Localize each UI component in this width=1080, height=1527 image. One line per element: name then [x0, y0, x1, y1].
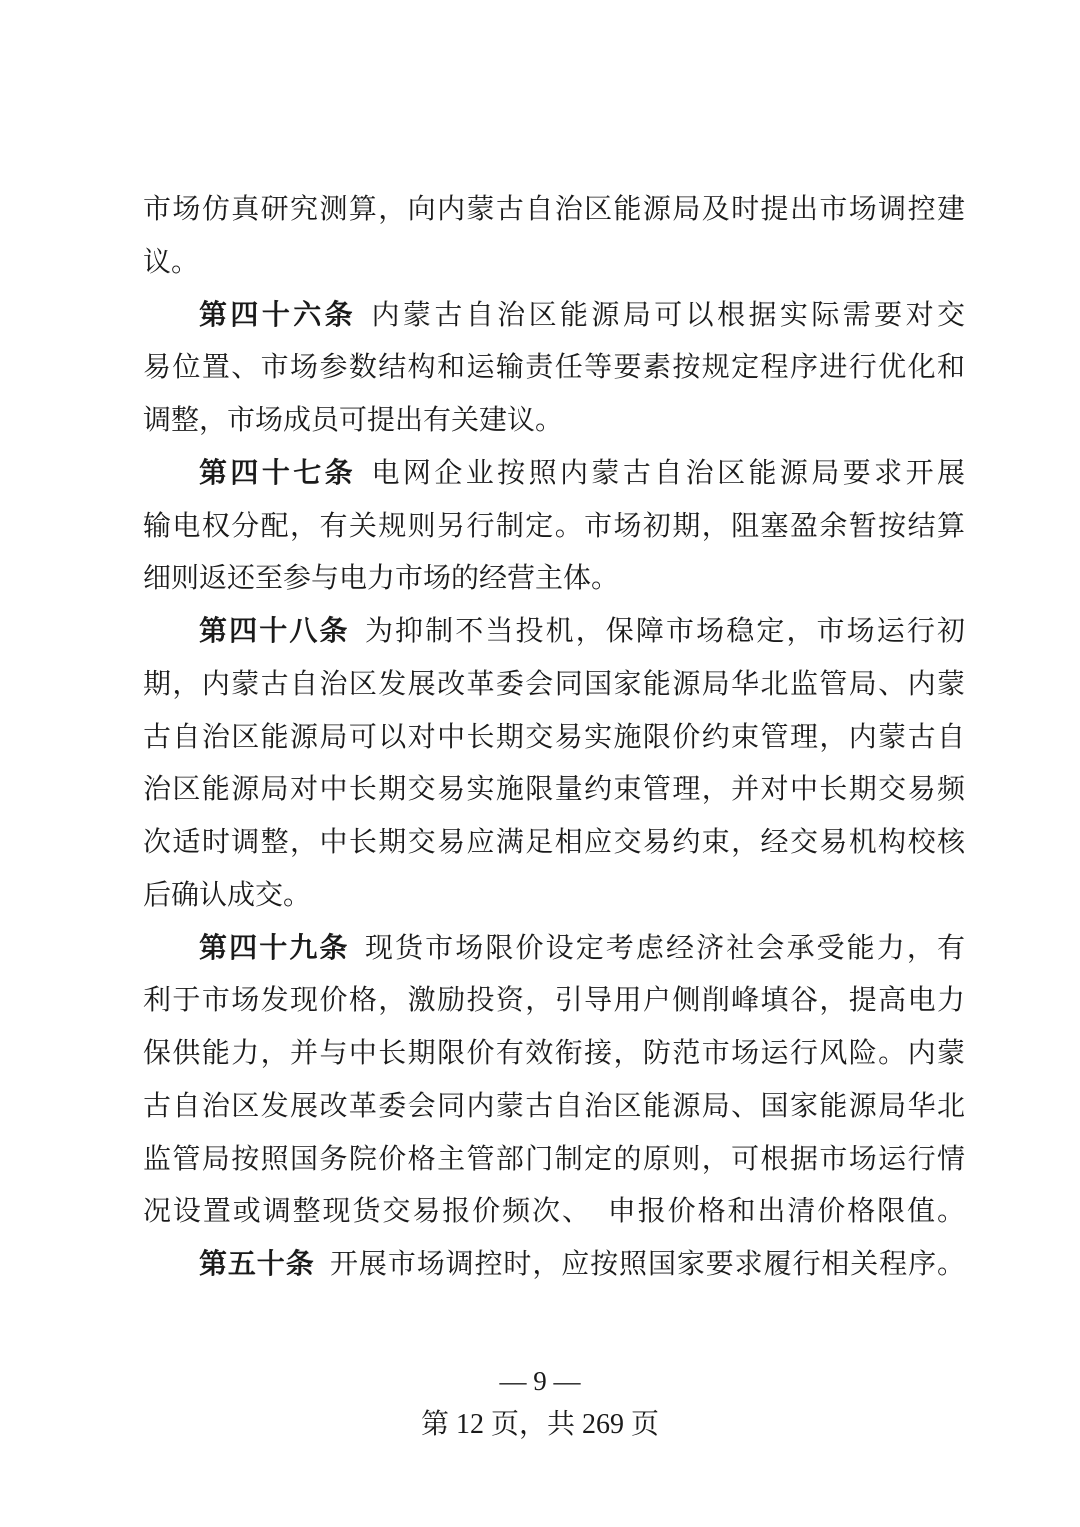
body-text: 次适时调整，中长期交易应满足相应交易约束，经交易机构校核	[143, 827, 965, 858]
article-number-label: 第五十条	[199, 1249, 315, 1280]
page-number: — 9 —	[499, 1366, 581, 1396]
article-number-label: 第四十六条	[199, 299, 357, 331]
text-line-article-46	[143, 290, 965, 343]
text-line	[143, 1081, 965, 1134]
text-line	[143, 237, 965, 290]
text-line	[143, 975, 965, 1028]
body-text: 后确认成交。	[143, 879, 312, 911]
body-text: 议。	[143, 246, 200, 278]
article-number-label: 第四十八条	[199, 616, 350, 647]
body-text: 易位置、市场参数结构和运输责任等要素按规定程序进行优化和	[143, 352, 965, 384]
text-line	[143, 184, 965, 237]
body-text: 为抑制不当投机，保障市场稳定，市场运行初	[364, 616, 965, 647]
text-line	[143, 1028, 965, 1081]
body-text: 输电权分配，有关规则另行制定。市场初期，阻塞盈余暂按结算	[143, 510, 965, 542]
body-text: 开展市场调控时，应按照国家要求履行相关程序。	[330, 1249, 965, 1280]
text-line	[143, 817, 965, 870]
text-line	[143, 712, 965, 765]
body-text: 内蒙古自治区能源局可以根据实际需要对交	[371, 299, 965, 331]
text-line	[143, 659, 965, 712]
text-line	[143, 764, 965, 817]
body-text: 保供能力，并与中长期限价有效衔接，防范市场运行风险。内蒙	[143, 1038, 965, 1069]
text-line-article-49	[143, 923, 965, 976]
text-line-article-50	[143, 1239, 965, 1292]
body-text: 古自治区能源局可以对中长期交易实施限价约束管理，内蒙古自	[143, 721, 965, 753]
body-text: 治区能源局对中长期交易实施限量约束管理，并对中长期交易频	[143, 774, 965, 806]
text-line	[143, 342, 965, 395]
document-body	[143, 184, 965, 1292]
body-text: 细则返还至参与电力市场的经营主体。	[143, 563, 620, 595]
text-line	[143, 870, 965, 923]
body-text: 电网企业按照内蒙古自治区能源局要求开展	[371, 457, 965, 489]
body-text: 期，内蒙古自治区发展改革委会同国家能源局华北监管局、内蒙	[143, 668, 965, 700]
text-line	[143, 1186, 965, 1239]
body-text: 利于市场发现价格，激励投资，引导用户侧削峰填谷，提高电力	[143, 985, 965, 1017]
text-line	[143, 553, 965, 606]
body-text: 况设置或调整现货交易报价频次、 申报价格和出清价格限值。	[143, 1196, 965, 1228]
article-number-label: 第四十七条	[199, 457, 357, 489]
article-number-label: 第四十九条	[199, 932, 350, 964]
text-line	[143, 395, 965, 448]
text-line	[143, 1134, 965, 1187]
text-line	[143, 501, 965, 554]
body-text: 调整，市场成员可提出有关建议。	[143, 405, 564, 436]
body-text: 现货市场限价设定考虑经济社会承受能力，有	[364, 932, 965, 964]
page-indicator: 第 12 页，共 269 页	[420, 1409, 659, 1440]
body-text: 古自治区发展改革委会同内蒙古自治区能源局、国家能源局华北	[143, 1090, 965, 1122]
body-text: 监管局按照国务院价格主管部门制定的原则，可根据市场运行情	[143, 1143, 965, 1175]
text-line-article-47	[143, 448, 965, 501]
body-text: 市场仿真研究测算，向内蒙古自治区能源局及时提出市场调控建	[143, 194, 965, 225]
text-line-article-48	[143, 606, 965, 659]
